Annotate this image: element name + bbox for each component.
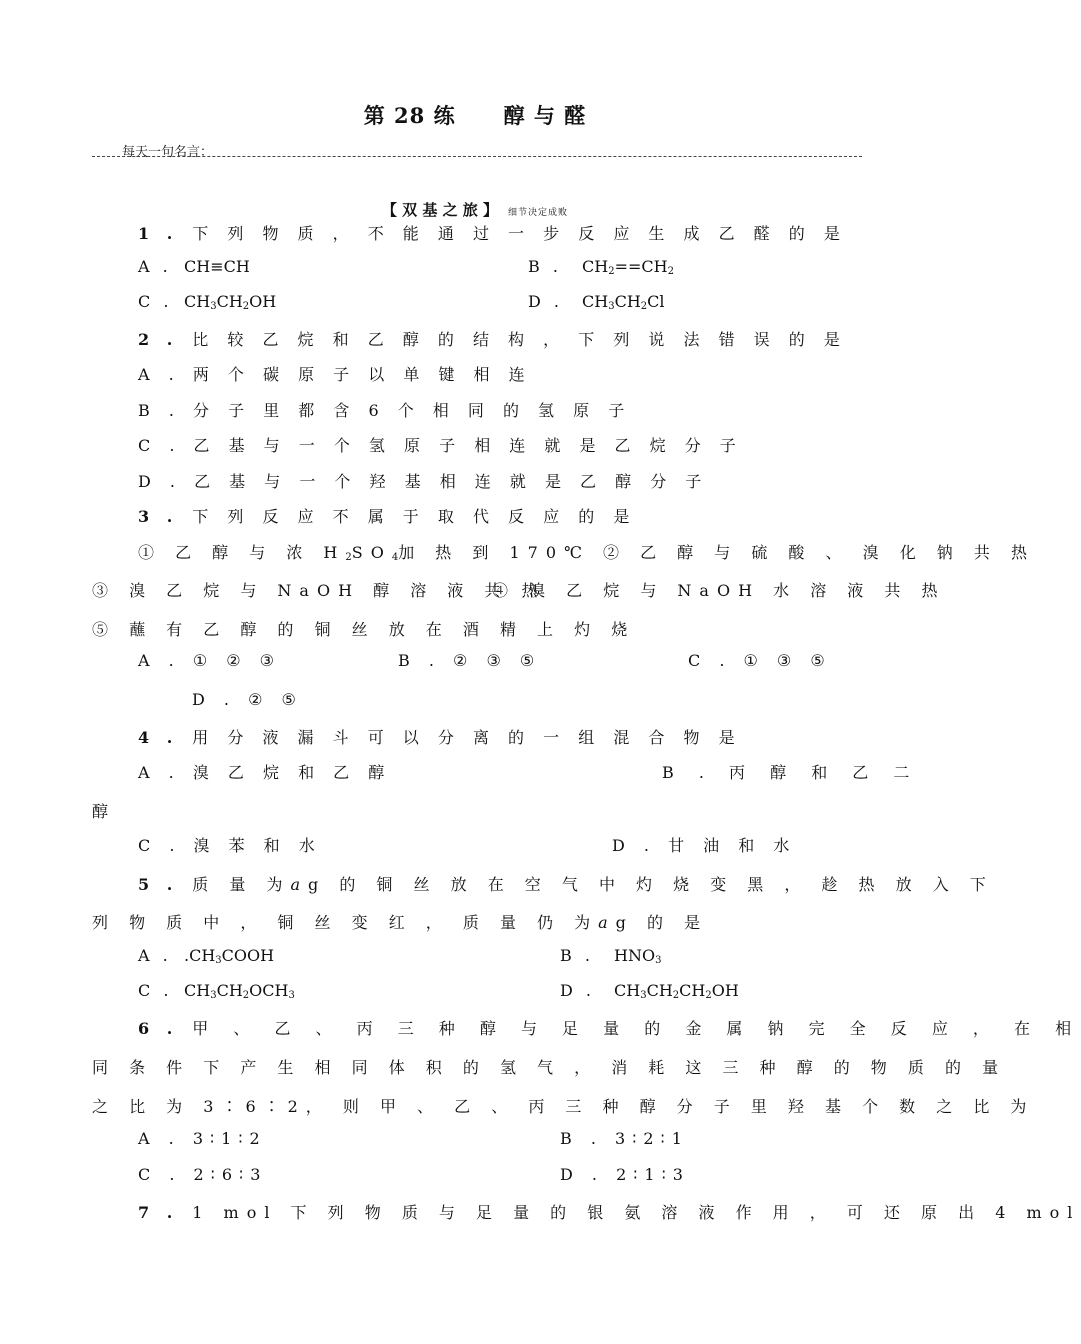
question-3-option-a: A . ① ② ③ [138,651,282,670]
header-divider [92,156,862,157]
question-5-option-c: C . $CH_3CH_2OCH_3$ [138,981,295,1001]
question-1-option-c: C . $CH_3CH_2OH$ [138,292,277,312]
question-6-stem-line3: 之 比 为 3∶6∶2， 则 甲 、 乙 、 丙 三 种 醇 分 子 里 羟 基 个 数 之 比 为 [92,1097,1035,1116]
question-2-option-b: B . 分 子 里 都 含 6 个 相 同 的 氢 原 子 [138,401,632,420]
question-3-item-5: ⑤ 蘸 有 乙 醇 的 铜 丝 放 在 酒 精 上 灼 烧 [92,620,636,639]
section-subtitle: 细节决定成败 [508,208,569,218]
question-1-option-d: D . $CH_3CH_2Cl$ [528,292,665,312]
question-3-item-3: ③ 溴 乙 烷 与 NaOH 醇 溶 液 共 热 [92,581,546,600]
page-title [0,100,950,130]
question-5-stem-line1: 5 . 质 量 为ag 的 铜 丝 放 在 空 气 中 灼 烧 变 黑 ， 趁 热 放 入 下 [138,875,994,894]
section-heading [0,199,950,220]
question-4-option-d: D . 甘 油 和 水 [612,836,797,855]
section-label: 【 双 基 之 旅 】 [381,201,499,219]
question-5-stem-line2: 列 物 质 中 ， 铜 丝 变 红 ， 质 量 仍 为ag 的 是 [92,913,709,932]
question-7-stem: 7 . 1 mol 下 列 物 质 与 足 量 的 银 氨 溶 液 作 用 ， 可 还 原 出 4 mol [138,1203,1081,1222]
question-2-stem: 2 . 比 较 乙 烷 和 乙 醇 的 结 构 ， 下 列 说 法 错 误 的 是 [138,330,847,349]
daily-motto-label: 每天一句名言： [122,145,214,160]
question-1-option-b: B . $CH_2==CH_2$ [528,257,674,277]
question-5-option-d: D . $CH_3CH_2CH_2OH$ [560,981,739,1001]
question-3-option-b: B . ② ③ ⑤ [398,651,542,670]
question-6-option-d: D . 2∶1∶3 [560,1165,690,1184]
question-4-stem: 4 . 用 分 液 漏 斗 可 以 分 离 的 一 组 混 合 物 是 [138,728,742,747]
question-2-option-a: A . 两 个 碳 原 子 以 单 键 相 连 [138,365,532,384]
title-topic: 醇 与 醛 [503,103,587,128]
question-6-stem-line1: 6 . 甲 、 乙 、 丙 三 种 醇 与 足 量 的 金 属 钠 完 全 反 应 ， 在 相 [138,1019,1081,1038]
question-6-option-a: A . 3∶1∶2 [138,1129,267,1148]
question-1-stem: 1 . 下 列 物 质 ， 不 能 通 过 一 步 反 应 生 成 乙 醛 的 是 [138,224,847,243]
question-3-stem: 3 . 下 列 反 应 不 属 于 取 代 反 应 的 是 [138,507,637,526]
question-2-option-c: C . 乙 基 与 一 个 氢 原 子 相 连 就 是 乙 烷 分 子 [138,436,743,455]
question-1-option-a: A . CH≡CH [138,257,250,276]
question-2-option-d: D . 乙 基 与 一 个 羟 基 相 连 就 是 乙 醇 分 子 [138,472,709,491]
question-4-option-a: A . 溴 乙 烷 和 乙 醇 [138,763,392,782]
question-3-items-1-2: ① 乙 醇 与 浓 $H_2SO_4$加 热 到 170℃ ② 乙 醇 与 硫 酸 、 溴 化 钠 共 热 [138,543,1035,563]
question-3-option-d: D . ② ⑤ [192,690,303,709]
question-3-item-4: ④ 溴 乙 烷 与 NaOH 水 溶 液 共 热 [492,581,946,600]
question-6-stem-line2: 同 条 件 下 产 生 相 同 体 积 的 氢 气 ， 消 耗 这 三 种 醇 的 物 质 的 量 [92,1058,1007,1077]
question-4-option-c: C . 溴 苯 和 水 [138,836,322,855]
title-lesson: 第 28 练 [363,103,456,128]
question-6-option-b: B . 3∶2∶1 [560,1129,689,1148]
question-5-option-b: B . $HNO_3$ [560,946,662,966]
question-5-option-a: A . $.CH_3COOH$ [138,946,275,966]
question-3-option-c: C . ① ③ ⑤ [688,651,832,670]
question-4-option-b-cont: 醇 [92,802,116,821]
question-4-option-b: B . 丙 醇 和 乙 二 [662,763,920,782]
question-6-option-c: C . 2∶6∶3 [138,1165,268,1184]
